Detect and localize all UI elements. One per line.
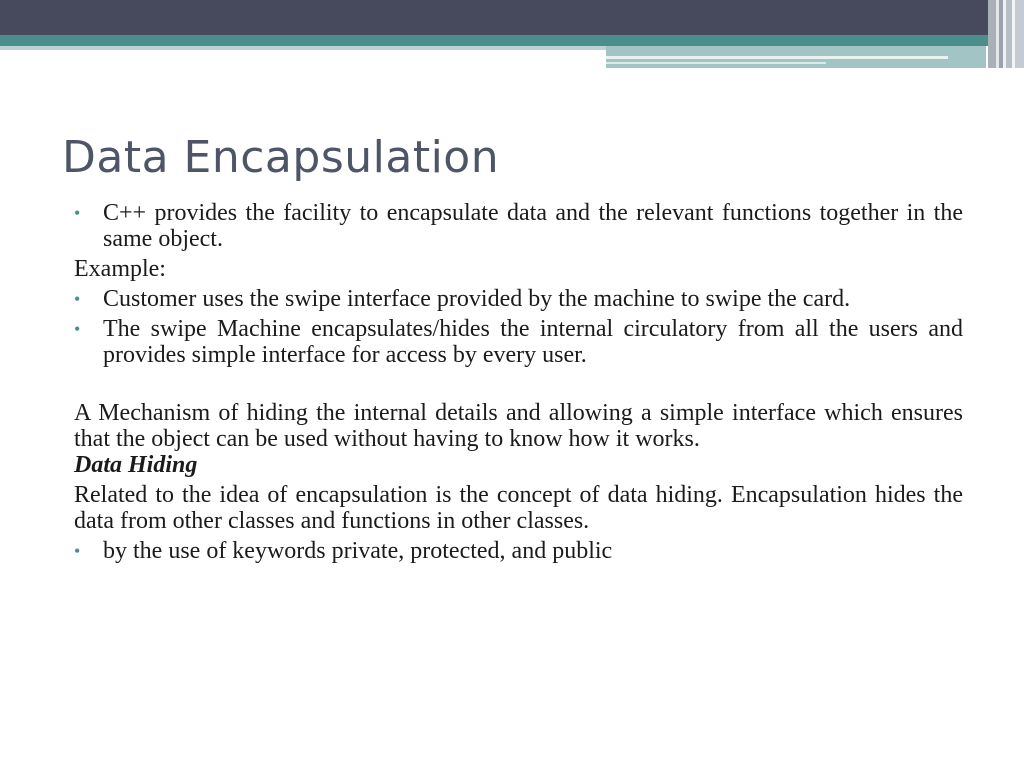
- header-corner-stripes: [988, 0, 1024, 68]
- bullet-dot-icon: •: [74, 541, 81, 561]
- bullet-item: [74, 538, 963, 564]
- header-accent-line-2: [606, 62, 826, 64]
- data-hiding-heading: Data Hiding: [74, 452, 198, 478]
- header-accent-line: [606, 56, 948, 59]
- slide-title: Data Encapsulation: [62, 132, 500, 183]
- bullet-item: [74, 286, 963, 312]
- slide-body: [74, 200, 963, 564]
- bullet-item: [74, 316, 963, 368]
- bullet-item: [74, 200, 963, 252]
- bullet-text: Customer uses the swipe interface provided by the machine to swipe the card.: [103, 286, 851, 312]
- data-hiding-paragraph: Related to the idea of encapsulation is the concept of data hiding. Encapsulation hides the data from other classes and functions in other classes.: [74, 482, 963, 534]
- example-label: Example:: [74, 256, 166, 282]
- mechanism-paragraph: A Mechanism of hiding the internal details and allowing a simple interface which ensures that the object can be used without having to know how it works.: [74, 400, 963, 452]
- bullet-text: C++ provides the facility to encapsulate data and the relevant functions together in the same object.: [103, 200, 963, 252]
- bullet-dot-icon: •: [74, 203, 81, 223]
- bullet-dot-icon: •: [74, 289, 81, 309]
- header-bar-dark: [0, 0, 1024, 35]
- bullet-text: by the use of keywords private, protected, and public: [103, 538, 613, 564]
- header-bar-teal: [0, 35, 1024, 46]
- bullet-dot-icon: •: [74, 319, 81, 339]
- bullet-text: The swipe Machine encapsulates/hides the internal circulatory from all the users and provides simple interface for access by every user.: [103, 316, 963, 368]
- header-bar-light-left: [0, 46, 606, 50]
